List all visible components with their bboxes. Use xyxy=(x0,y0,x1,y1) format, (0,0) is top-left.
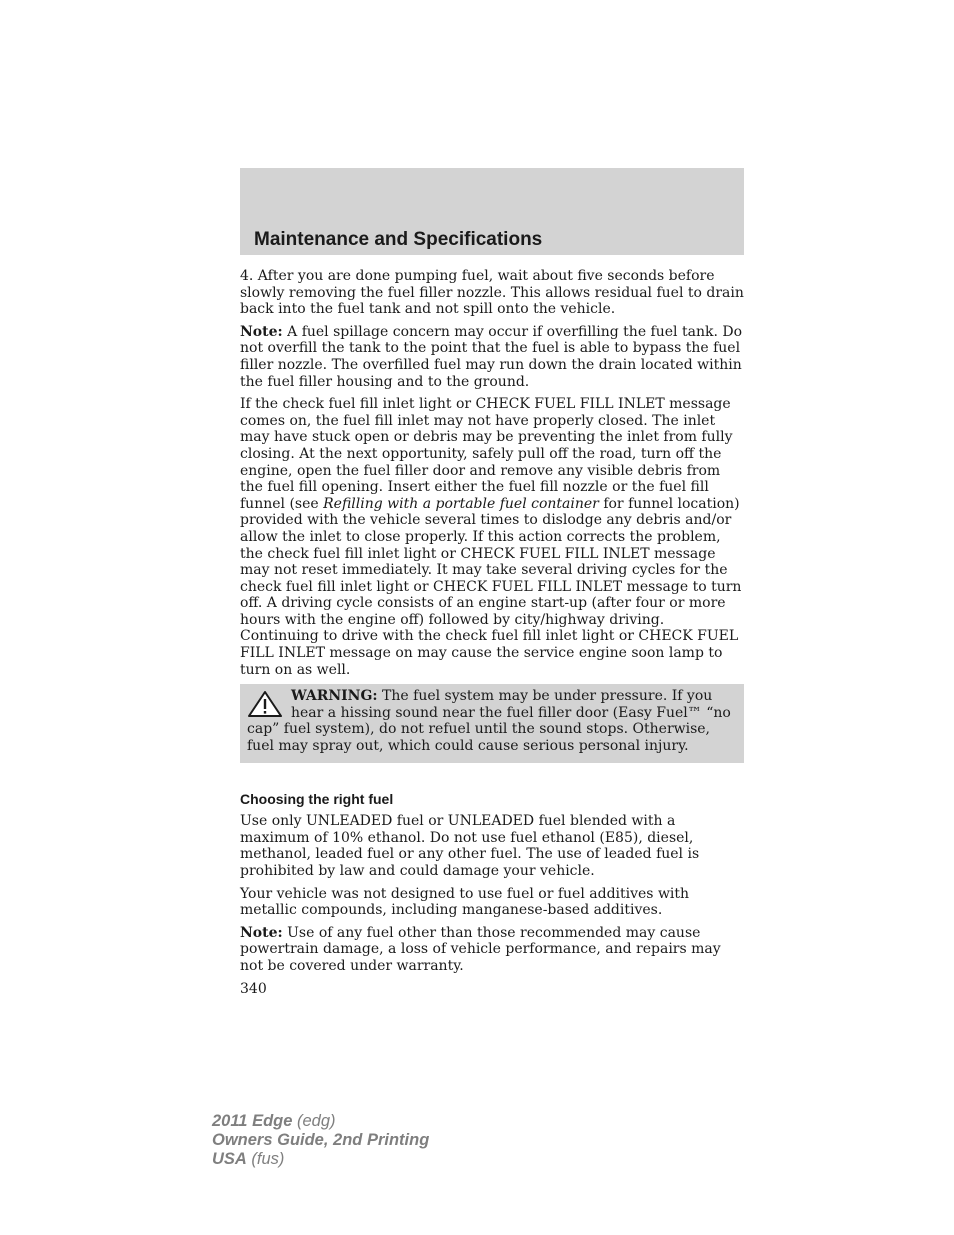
check-text-after: for funnel location) provided with the vehicle several times to dislodge any debris and/or allow the inlet to close properly. If this action corrects the problem, the check fuel fill inlet light or CHECK FUEL FILL INLET message may not reset immediately. It may take several driving cycles for the check fuel fill inlet light or CHECK FUEL FILL INLET message to turn off. A driving cycle consists of an engine start-up (after four or more hours with the engine off) followed by city/highway driving. Continuing to drive with the check fuel fill inlet light or CHECK FUEL FILL INLET message on may cause the service engine soon lamp to turn on as well. xyxy=(240,495,742,678)
note-text: A fuel spillage concern may occur if overfilling the fuel tank. Do not overfill the tank to the point that the fuel is able to bypass the fuel filler nozzle. The overfilled fuel may run down the drain located within the fuel filler housing and to the ground. xyxy=(240,323,742,390)
warning-label: WARNING: xyxy=(291,688,378,705)
additives-paragraph: Your vehicle was not designed to use fuel or fuel additives with metallic compounds, including manganese-based additives. xyxy=(240,885,690,919)
warranty-note-paragraph xyxy=(240,925,744,975)
warning-text: The fuel system may be under pressure. If you hear a hissing sound near the fuel filler door (Easy Fuel™ “no cap” fuel system), do not refuel until the sound stops. Otherwise, fuel may spray out, which could cause serious personal injury. xyxy=(247,688,731,755)
warning-box xyxy=(240,684,744,762)
note-label: Note: xyxy=(240,323,283,340)
check-fuel-inlet-paragraph xyxy=(240,396,744,678)
section-title: Maintenance and Specifications xyxy=(254,229,543,250)
note-label: Note: xyxy=(240,924,283,941)
footer-line-model xyxy=(212,1112,429,1131)
footer-market: USA xyxy=(212,1150,247,1168)
note-paragraph xyxy=(240,324,744,390)
cross-reference: Refilling with a portable fuel container xyxy=(323,495,599,512)
unleaded-fuel-paragraph: Use only UNLEADED fuel or UNLEADED fuel blended with a maximum of 10% ethanol. Do not use fuel ethanol (E85), diesel, methanol, leaded fuel or any other fuel. The use of leaded fuel is prohibited by law and could damage your vehicle. xyxy=(240,813,700,879)
footer-model: 2011 Edge xyxy=(212,1112,293,1130)
note-text: Use of any fuel other than those recommended may cause powertrain damage, a loss of vehicle performance, and repairs may not be covered under warranty. xyxy=(240,924,721,974)
page-content xyxy=(240,268,744,1003)
footer-line-market xyxy=(212,1150,429,1169)
choosing-fuel-heading: Choosing the right fuel xyxy=(240,790,394,807)
section-header-band xyxy=(240,168,744,255)
footer-print-info xyxy=(212,1112,429,1169)
step-4-paragraph: 4. After you are done pumping fuel, wait about five seconds before slowly removing the fuel filler nozzle. This allows residual fuel to drain back into the fuel tank and not spill onto the vehicle. xyxy=(240,268,744,318)
footer-model-code: (edg) xyxy=(292,1112,336,1130)
check-text-before: If the check fuel fill inlet light or CHECK FUEL FILL INLET message comes on, the fuel fill inlet may not have properly closed. The inlet may have stuck open or debris may be preventing the inlet from fully closing. At the next opportunity, safely pull off the road, turn off the engine, open the fuel filler door and remove any visible debris from the fuel fill opening. Insert either the fuel fill nozzle or the fuel fill funnel (see xyxy=(240,396,733,512)
warning-triangle-icon xyxy=(247,690,283,718)
warning-paragraph xyxy=(247,688,737,754)
footer-line-guide: Owners Guide, 2nd Printing xyxy=(212,1131,430,1149)
footer-market-code: (fus) xyxy=(246,1150,285,1168)
page-number: 340 xyxy=(240,980,267,997)
